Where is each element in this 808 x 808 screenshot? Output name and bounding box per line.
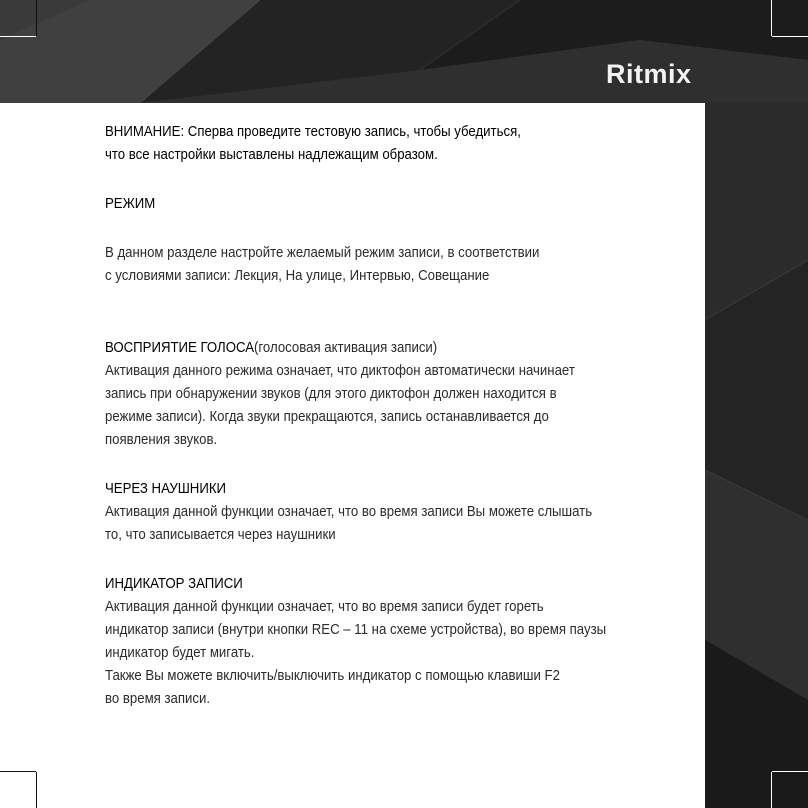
section-heading-indicator: ИНДИКАТОР ЗАПИСИ [105, 575, 243, 592]
crop-mark [0, 36, 36, 37]
section-body-headphones: Активация данной функции означает, что во время записи Вы можете слышать то, что записывается через наушники [105, 503, 593, 543]
section-body-mode: В данном разделе настройте желаемый режим записи, в соответствии с условиями записи: Лекция, На улице, Интервью, Совещание [105, 244, 540, 284]
section-heading-mode: РЕЖИМ [105, 195, 156, 212]
section-heading-headphones: ЧЕРЕЗ НАУШНИКИ [105, 480, 226, 497]
warning-text: ВНИМАНИЕ: Сперва проведите тестовую запись, чтобы убедиться, что все настройки выставлены надлежащим образом. [105, 123, 521, 163]
voice-heading-label: ВОСПРИЯТИЕ ГОЛОСА [105, 339, 255, 356]
crop-mark [0, 771, 36, 772]
crop-mark [771, 0, 772, 36]
manual-text-block [105, 120, 633, 710]
crop-mark [772, 771, 808, 772]
section-body-voice: Активация данного режима означает, что диктофон автоматически начинает запись при обнаружении звуков (для этого диктофон должен находится в режиме записи). Когда звуки прекращаются, запись останавливается до появления звуков. [105, 362, 575, 448]
section-heading-voice [105, 313, 633, 359]
ritmix-logo: Ritmix [606, 59, 692, 89]
voice-heading-note: (голосовая активация записи) [254, 339, 438, 356]
crop-mark [772, 36, 808, 37]
crop-mark [36, 0, 37, 36]
crop-mark [36, 772, 37, 808]
section-body-indicator: Активация данной функции означает, что во время записи будет гореть индикатор записи (внутри кнопки REC – 11 на схеме устройства), во время паузы индикатор будет мигать. Также Вы можете включить/выключить индикатор с помощью клавиши F2 во время записи. [105, 598, 607, 707]
crop-mark [771, 772, 772, 808]
